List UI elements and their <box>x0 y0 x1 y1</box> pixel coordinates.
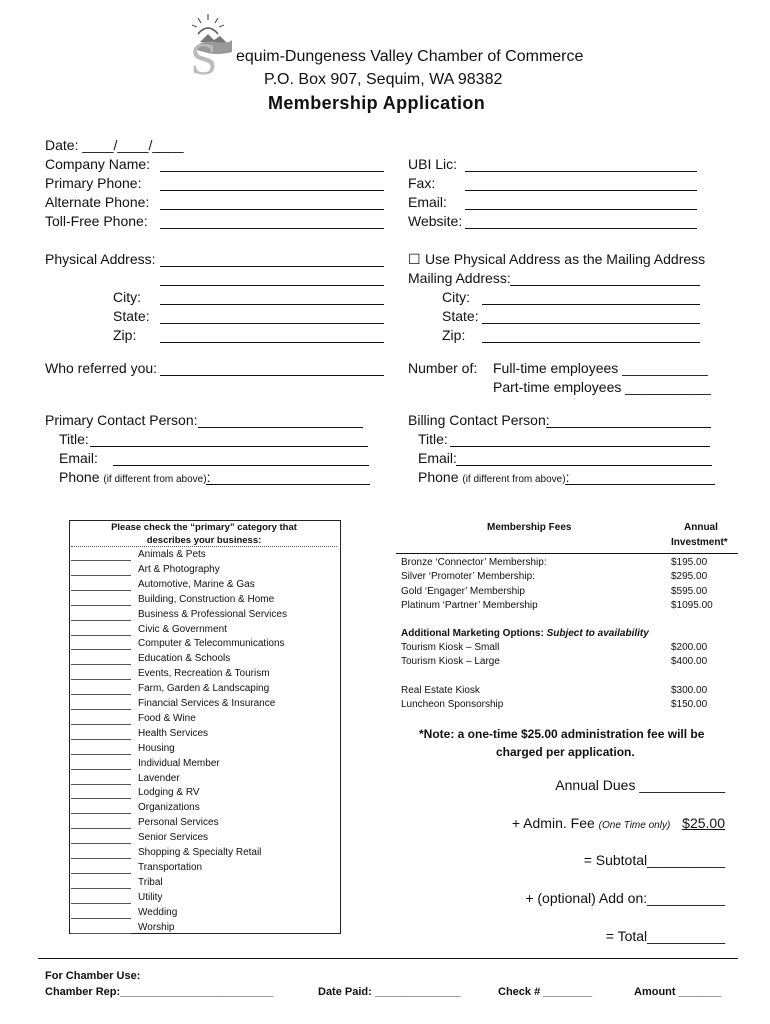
category-label: Lavender <box>138 772 180 784</box>
annual-dues-line[interactable]: Annual Dues ___________ <box>555 777 725 793</box>
mailing-address-label: Mailing Address: <box>408 270 511 286</box>
org-name: equim-Dungeness Valley Chamber of Commerce <box>236 48 584 65</box>
category-row[interactable] <box>71 891 337 906</box>
physical-address-field-2[interactable] <box>160 285 384 286</box>
chamber-rep-field[interactable]: Chamber Rep:_________________________ <box>45 986 274 998</box>
category-label: Organizations <box>138 802 200 814</box>
category-row[interactable] <box>71 757 337 772</box>
category-check-blank[interactable] <box>71 605 131 606</box>
primary-phone-colon: : <box>206 469 211 485</box>
fee-item-name: Silver ‘Promoter’ Membership: <box>401 571 535 583</box>
mailing-state-field[interactable] <box>482 323 700 324</box>
category-label: Financial Services & Insurance <box>138 698 276 709</box>
city-field[interactable] <box>160 304 384 305</box>
billing-email-label: Email: <box>418 450 457 466</box>
fee-item-price: $595.00 <box>671 585 708 597</box>
category-check-blank[interactable] <box>71 903 131 904</box>
amount-field[interactable]: Amount _______ <box>634 986 722 998</box>
fee-item-name: Tourism Kiosk – Small <box>401 642 500 653</box>
footer-divider <box>38 958 738 959</box>
category-check-blank[interactable] <box>71 933 131 934</box>
add-on-line[interactable]: + (optional) Add on:__________ <box>525 890 725 906</box>
category-label: Education & Schools <box>138 653 231 665</box>
category-label: Business & Professional Services <box>138 608 287 620</box>
category-row[interactable] <box>71 846 337 861</box>
billing-title-field[interactable] <box>450 446 710 447</box>
physical-address-label: Physical Address: <box>45 251 156 267</box>
category-row[interactable] <box>71 637 337 652</box>
full-time-employees[interactable]: Full-time employees ___________ <box>493 360 708 376</box>
fax-field[interactable] <box>465 190 697 191</box>
category-check-blank[interactable] <box>71 709 131 710</box>
ubi-label: UBI Lic: <box>408 156 458 172</box>
check-number-field[interactable]: Check # ________ <box>498 986 593 998</box>
billing-email-field[interactable] <box>456 465 712 466</box>
marketing-heading-text: Additional Marketing Options: <box>401 628 544 639</box>
category-check-blank[interactable] <box>71 635 131 636</box>
zip-field[interactable] <box>160 342 384 343</box>
website-label: Website: <box>408 213 463 229</box>
category-check-blank[interactable] <box>71 873 131 874</box>
org-address: P.O. Box 907, Sequim, WA 98382 <box>264 71 503 88</box>
toll-free-phone-label: Toll-Free Phone: <box>45 213 148 229</box>
category-check-blank[interactable] <box>71 575 131 576</box>
category-check-blank[interactable] <box>71 694 131 695</box>
state-field[interactable] <box>160 323 384 324</box>
fee-item-price: $400.00 <box>671 656 708 668</box>
category-check-blank[interactable] <box>71 784 131 785</box>
primary-contact-field[interactable] <box>198 427 363 428</box>
mailing-zip-label: Zip: <box>442 327 466 343</box>
subtotal-line[interactable]: = Subtotal__________ <box>583 852 725 868</box>
category-row[interactable] <box>71 861 337 876</box>
category-check-blank[interactable] <box>71 828 131 829</box>
category-check-blank[interactable] <box>71 664 131 665</box>
ubi-field[interactable] <box>465 171 697 172</box>
primary-phone-note: (if different from above) <box>103 474 207 485</box>
primary-phone-text: Phone <box>59 469 100 485</box>
category-row[interactable] <box>71 742 337 757</box>
use-physical-checkbox[interactable]: ☐ <box>408 251 421 267</box>
primary-title-field[interactable] <box>90 446 368 447</box>
billing-phone-note: (if different from above) <box>462 474 566 485</box>
primary-phone-contact-label <box>59 469 210 485</box>
fee-item-name: Real Estate Kiosk <box>401 685 480 696</box>
category-row[interactable] <box>71 801 337 816</box>
category-check-blank[interactable] <box>71 620 131 621</box>
category-header-divider <box>71 546 337 547</box>
part-time-employees[interactable]: Part-time employees ___________ <box>493 379 711 395</box>
billing-phone-text: Phone <box>418 469 459 485</box>
chamber-logo <box>186 12 240 76</box>
company-name-label: Company Name: <box>45 156 151 172</box>
category-check-blank[interactable] <box>71 679 131 680</box>
fee-item-price: $195.00 <box>671 557 708 568</box>
toll-free-phone-field[interactable] <box>160 228 384 229</box>
category-row[interactable] <box>71 578 337 593</box>
website-field[interactable] <box>465 228 697 229</box>
physical-address-field[interactable] <box>160 266 384 267</box>
annual-header-2: Investment* <box>671 537 728 548</box>
primary-contact-phone-field[interactable] <box>206 484 370 485</box>
category-check-blank[interactable] <box>71 754 131 755</box>
fee-item-price: $150.00 <box>671 699 708 711</box>
admin-fee-note: (One Time only) <box>598 820 671 831</box>
mailing-city-field[interactable] <box>482 304 700 305</box>
category-check-blank[interactable] <box>71 724 131 725</box>
total-line[interactable]: = Total__________ <box>605 928 725 944</box>
category-header <box>69 521 339 547</box>
category-row[interactable] <box>71 563 337 578</box>
billing-contact-field[interactable] <box>546 427 711 428</box>
category-row[interactable] <box>71 652 337 667</box>
page-title: Membership Application <box>268 93 486 113</box>
category-label: Art & Photography <box>138 563 220 575</box>
fee-item-price: $1095.00 <box>671 599 713 611</box>
category-row[interactable] <box>71 712 337 727</box>
annual-header-1: Annual <box>684 522 718 533</box>
use-physical-label: Use Physical Address as the Mailing Address <box>425 251 706 267</box>
category-check-blank[interactable] <box>71 739 131 740</box>
primary-title-label: Title: <box>59 431 89 447</box>
category-row[interactable] <box>71 667 337 682</box>
category-label: Animals & Pets <box>138 549 206 560</box>
category-row[interactable] <box>71 906 337 921</box>
category-label: Housing <box>138 742 175 754</box>
sun-mountain-logo-icon <box>186 12 240 76</box>
mailing-city-label: City: <box>442 289 470 305</box>
category-row[interactable] <box>71 697 337 712</box>
billing-phone-label <box>418 469 569 485</box>
category-row[interactable] <box>71 831 337 846</box>
billing-contact-phone-field[interactable] <box>565 484 715 485</box>
company-name-field[interactable] <box>160 171 384 172</box>
category-check-blank[interactable] <box>71 590 131 591</box>
fee-item-name: Platinum ‘Partner’ Membership <box>401 599 538 611</box>
category-row[interactable] <box>71 876 337 891</box>
billing-title-label: Title: <box>418 431 448 447</box>
state-label: State: <box>113 308 150 324</box>
fee-item-name: Luncheon Sponsorship <box>401 699 504 711</box>
category-label: Health Services <box>138 727 209 739</box>
category-row[interactable] <box>71 727 337 742</box>
number-of-label: Number of: <box>408 360 478 376</box>
admin-fee-note-1: *Note: a one-time $25.00 administration fee will be <box>419 727 705 741</box>
category-row[interactable] <box>71 548 337 563</box>
mailing-state-label: State: <box>442 308 479 324</box>
referred-label: Who referred you: <box>45 360 158 376</box>
category-label: Automotive, Marine & Gas <box>138 578 255 590</box>
marketing-heading <box>401 628 649 639</box>
category-check-blank[interactable] <box>71 798 131 799</box>
category-row[interactable] <box>71 593 337 608</box>
category-row[interactable] <box>71 786 337 801</box>
category-row[interactable] <box>71 816 337 831</box>
category-row[interactable] <box>71 772 337 787</box>
referred-field[interactable] <box>160 375 384 376</box>
category-label: Utility <box>138 891 163 903</box>
fee-item-price: $200.00 <box>671 642 708 653</box>
category-label: Worship <box>138 921 175 933</box>
date-paid-field[interactable]: Date Paid: ______________ <box>318 986 461 998</box>
zip-label: Zip: <box>113 327 137 343</box>
email-field[interactable] <box>465 209 697 210</box>
category-check-blank[interactable] <box>71 813 131 814</box>
billing-phone-colon: : <box>565 469 570 485</box>
email-label: Email: <box>408 194 447 210</box>
date-label: Date: ____/____/____ <box>45 137 184 153</box>
category-check-blank[interactable] <box>71 858 131 859</box>
fax-label: Fax: <box>408 175 436 191</box>
category-label: Building, Construction & Home <box>138 593 275 605</box>
category-check-blank[interactable] <box>71 918 131 919</box>
fees-header: Membership Fees <box>487 522 572 533</box>
category-label: Civic & Government <box>138 623 227 635</box>
category-row[interactable] <box>71 608 337 623</box>
fee-item-price: $295.00 <box>671 571 708 583</box>
admin-fee-note-2: charged per application. <box>496 745 635 759</box>
alternate-phone-label: Alternate Phone: <box>45 194 150 210</box>
primary-phone-label: Primary Phone: <box>45 175 142 191</box>
category-check-blank[interactable] <box>71 769 131 770</box>
admin-fee-line <box>512 815 725 831</box>
fee-item-price: $300.00 <box>671 685 708 696</box>
category-row[interactable] <box>71 623 337 638</box>
fee-item-name: Gold ‘Engager’ Membership <box>401 585 525 597</box>
category-label: Events, Recreation & Tourism <box>138 668 270 680</box>
category-check-blank[interactable] <box>71 649 131 650</box>
category-check-blank[interactable] <box>71 888 131 889</box>
category-label: Shopping & Specialty Retail <box>138 847 262 858</box>
alternate-phone-field[interactable] <box>160 209 384 210</box>
category-label: Computer & Telecommunications <box>138 638 285 650</box>
fee-item-name: Bronze ‘Connector’ Membership: <box>401 557 547 568</box>
category-label: Farm, Garden & Landscaping <box>138 683 270 695</box>
category-check-blank[interactable] <box>71 560 131 561</box>
mailing-address-field[interactable] <box>510 285 700 286</box>
category-header-line2: describes your business: <box>146 535 262 546</box>
category-label: Wedding <box>138 906 178 918</box>
admin-fee-label: + Admin. Fee <box>511 815 595 831</box>
billing-contact-label: Billing Contact Person: <box>408 412 550 428</box>
fees-header-divider <box>396 553 738 554</box>
city-label: City: <box>113 289 141 305</box>
primary-phone-field[interactable] <box>160 190 384 191</box>
category-label: Individual Member <box>138 757 220 769</box>
category-label: Personal Services <box>138 817 219 829</box>
logo-letter: S <box>190 38 218 76</box>
chamber-use-heading: For Chamber Use: <box>45 970 141 982</box>
admin-fee-amount: $25.00 <box>682 815 725 831</box>
primary-email-label: Email: <box>59 450 98 466</box>
category-label: Senior Services <box>138 832 209 844</box>
marketing-note: Subject to availability <box>546 628 649 639</box>
primary-contact-label: Primary Contact Person: <box>45 412 198 428</box>
mailing-zip-field[interactable] <box>482 342 700 343</box>
category-row[interactable] <box>71 682 337 697</box>
category-label: Tribal <box>138 876 163 888</box>
category-label: Food & Wine <box>138 712 196 724</box>
fee-item-name: Tourism Kiosk – Large <box>401 656 500 668</box>
category-label: Lodging & RV <box>138 787 200 799</box>
category-check-blank[interactable] <box>71 843 131 844</box>
category-label: Transportation <box>138 861 203 873</box>
primary-email-field[interactable] <box>113 465 369 466</box>
category-row[interactable] <box>71 921 337 936</box>
category-header-line1: Please check the “primary” category that <box>111 522 297 533</box>
